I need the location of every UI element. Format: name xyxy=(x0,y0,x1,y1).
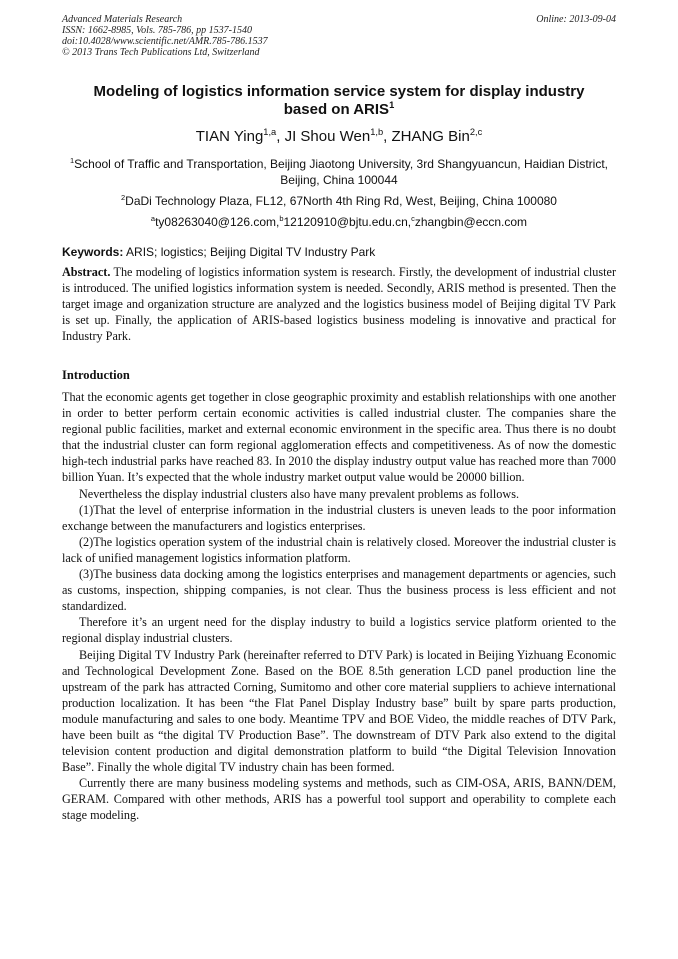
affiliation-text: School of Traffic and Transportation, Beijing Jiaotong University, 3rd Shangyuancun, Haidian District, Beijing, China 100044 xyxy=(74,157,608,187)
email-address[interactable]: 12120910@bjtu.edu.cn, xyxy=(283,215,412,229)
paper-title xyxy=(62,83,616,119)
email-mark: a xyxy=(150,214,156,223)
doi-line: doi:10.4028/www.scientific.net/AMR.785-786.1537 xyxy=(62,36,268,47)
title-footnote-mark: 1 xyxy=(389,100,395,110)
title-line-1: Modeling of logistics information service system for display industry xyxy=(93,83,585,100)
body-paragraph: (3)The business data docking among the logistics enterprises and management departments or agencies, such as customs, inspection, shipping companies, is not clear. Thus the business process is less efficient and not standardized. xyxy=(62,567,616,614)
journal-name: Advanced Materials Research xyxy=(62,14,183,25)
affiliation-text: DaDi Technology Plaza, FL12, 67North 4th Ring Rd, West, Beijing, China 100080 xyxy=(125,194,557,208)
copyright-line: © 2013 Trans Tech Publications Ltd, Switzerland xyxy=(62,47,260,58)
email-address[interactable]: ty08263040@126.com, xyxy=(155,215,280,229)
body-paragraph: That the economic agents get together in close geographic proximity and establish relationships with one another in order to better perform certain economic activities is called industrial cluster. The companies share the regional public facilities, market and external economic environment in the specific area. Thus there is no doubt that the industrial cluster can form regional agglomeration effects and competitiveness. As of now the domestic high-tech industrial parks have reached 83. In 2010 the display industry output value has reached more than 7000 billion Yuan. It’s expected that the whole industry market output value would be 20000 billion. xyxy=(62,390,616,485)
email-mark: b xyxy=(279,214,284,223)
abstract xyxy=(62,264,616,344)
email-mark: c xyxy=(411,214,415,223)
affiliation-1 xyxy=(62,156,616,188)
author-name: TIAN Ying xyxy=(195,128,264,145)
abstract-text: The modeling of logistics information system is research. Firstly, the development of industrial cluster is introduced. The unified logistics information system is needed. Secondly, ARIS method is presented. Then the target image and organization structure are analyzed and the logistics business model of Beijing digital TV Park is set up. Finally, the application of ARIS-based logistics business modeling is innovative and practical for Industry Park. xyxy=(62,265,616,343)
author-affil-mark: 1,a xyxy=(263,127,277,137)
abstract-label: Abstract. xyxy=(62,265,111,279)
body-paragraph: Therefore it’s an urgent need for the display industry to build a logistics service platform oriented to the regional display industrial clusters. xyxy=(62,615,616,646)
author-affil-mark: 1,b xyxy=(370,127,384,137)
title-line-2: based on ARIS xyxy=(283,101,390,118)
email-list xyxy=(62,214,616,230)
keywords-text: ARIS; logistics; Beijing Digital TV Industry Park xyxy=(126,245,376,259)
author-name: ZHANG Bin xyxy=(391,128,470,145)
issn-line: ISSN: 1662-8985, Vols. 785-786, pp 1537-1540 xyxy=(62,25,252,36)
affiliation-mark: 2 xyxy=(121,193,126,202)
affiliation-mark: 1 xyxy=(70,156,75,165)
body-paragraph: (1)That the level of enterprise information in the industrial clusters is uneven leads to the poor information exchange between the manufacturers and logistics enterprises. xyxy=(62,502,616,533)
body-paragraph: Currently there are many business modeling systems and methods, such as CIM-OSA, ARIS, BANN/DEM, GERAM. Compared with other methods, ARIS has a powerful tool support and operability to complete each stage modeling. xyxy=(62,776,616,823)
author-list: TIAN Ying$^{1,a}$, JI Shou Wen$^{1,b}$, ZHANG Bin$^{2,c}$ xyxy=(195,127,483,145)
section-body xyxy=(62,389,616,824)
section-heading: Introduction xyxy=(62,368,130,382)
affiliation-2 xyxy=(62,193,616,209)
body-paragraph: Nevertheless the display industrial clusters also have many prevalent problems as follows. xyxy=(79,486,519,501)
publication-info xyxy=(62,14,616,58)
email-address[interactable]: zhangbin@eccn.com xyxy=(414,215,528,229)
body-paragraph: Beijing Digital TV Industry Park (hereinafter referred to DTV Park) is located in Beijing Yizhuang Economic and Technological Development Zone. Based on the BOE 8.5th generation LCD panel production line the upstream of the park has attracted Corning, Sumitomo and other core material suppliers to achieve international production localization. It has been “the Flat Panel Display Industry base” built by spare parts production, module manufacturing and sales to one body. Meantime TPV and BOE Video, the middle reaches of DTV Park, have been built as “the digital TV Production Base”. The downstream of DTV Park also extend to the digital television content production and digital demonstration platform to build “the Digital Television Innovation Base”. Finally the whole digital TV industry chain has been formed. xyxy=(62,647,616,775)
online-date: Online: 2013-09-04 xyxy=(536,14,616,25)
author-name: JI Shou Wen xyxy=(284,128,371,145)
journal-header xyxy=(62,14,616,58)
body-paragraph: (2)The logistics operation system of the industrial chain is relatively closed. Moreover the industrial cluster is lack of unified management logistics information platform. xyxy=(62,534,616,565)
author-affil-mark: 2,c xyxy=(469,127,483,137)
keywords-label: Keywords: xyxy=(62,245,124,259)
keywords xyxy=(62,245,616,260)
